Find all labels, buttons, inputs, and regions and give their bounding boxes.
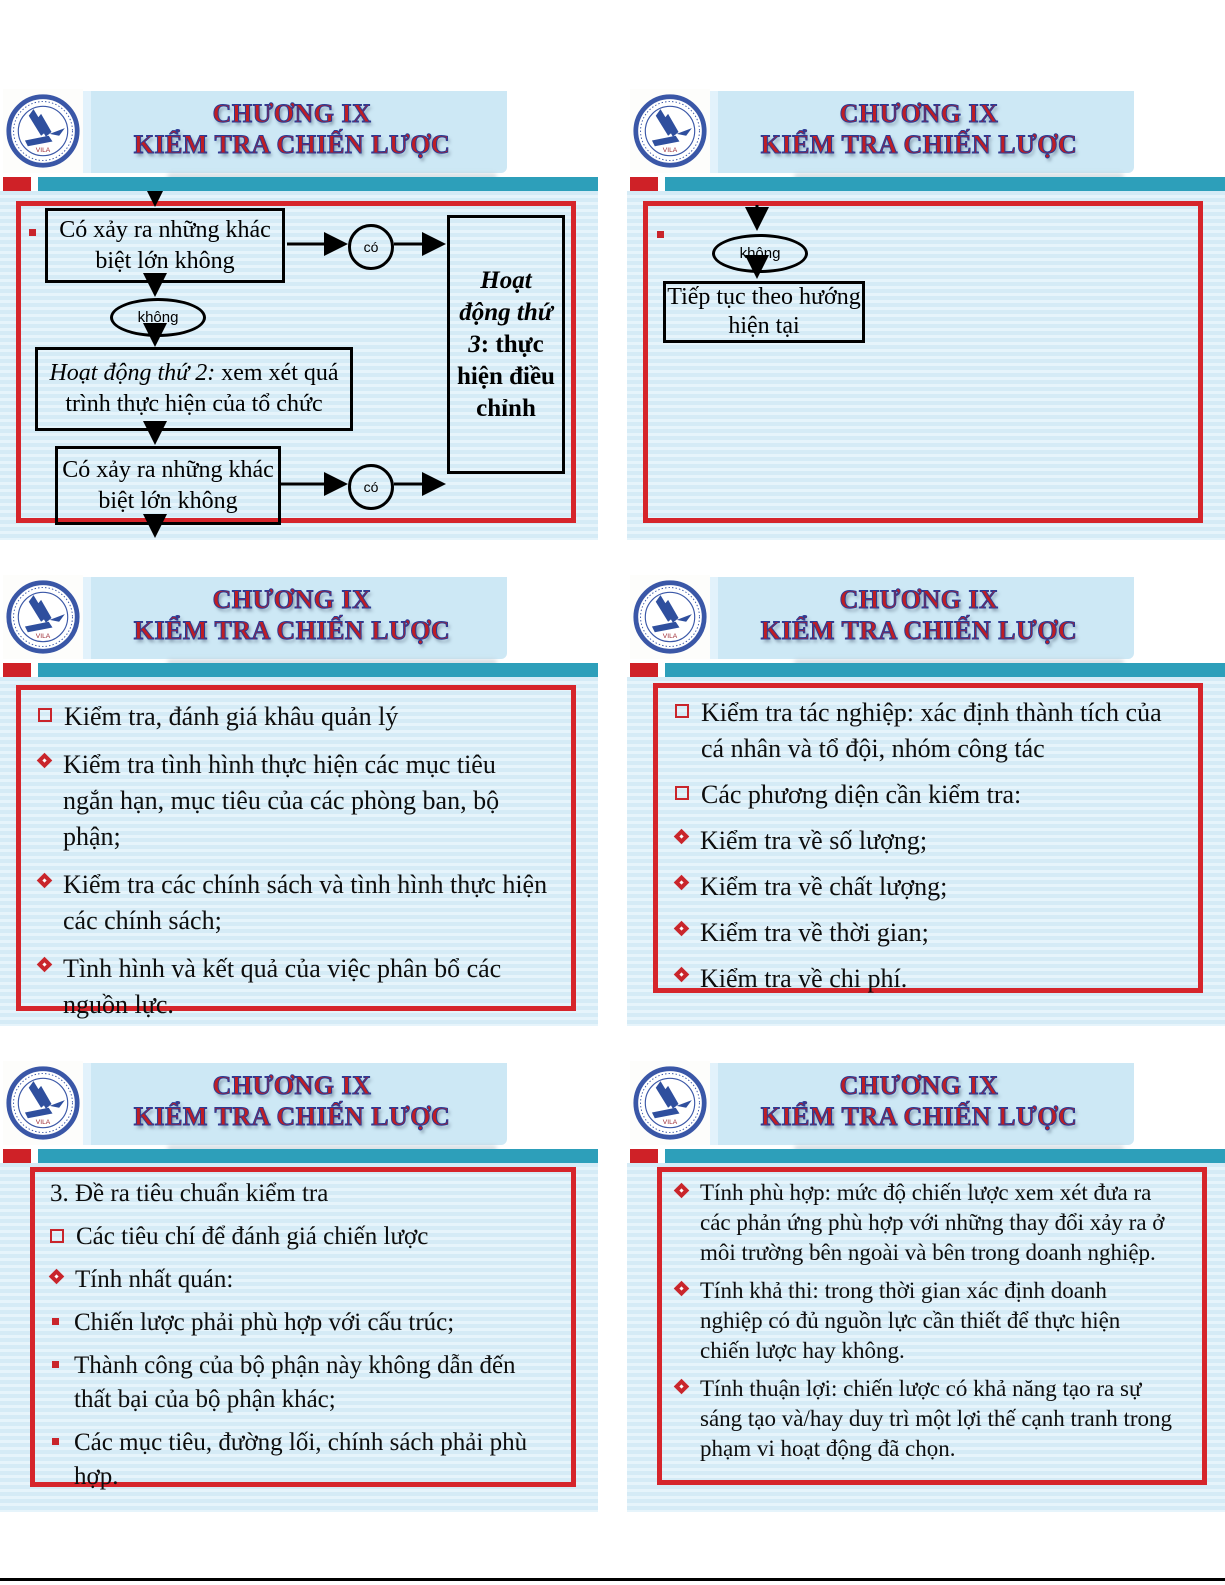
title-line-2: KIỂM TRA CHIẾN LƯỢC	[760, 1102, 1078, 1131]
slide-header	[627, 1057, 1225, 1149]
bullet-list	[675, 695, 1175, 997]
slide-2	[627, 85, 1225, 540]
list-item: Chiến lược phải phù hợp với cấu trúc;	[50, 1306, 548, 1340]
slide-body	[0, 191, 598, 540]
slide-header	[0, 1057, 598, 1149]
list-item: 3. Đề ra tiêu chuẩn kiểm tra	[50, 1180, 329, 1207]
slide-body	[0, 677, 598, 1026]
header-band	[704, 577, 1134, 659]
diamond-bullet-icon	[37, 753, 53, 769]
open-square-bullet-icon	[675, 786, 689, 800]
university-logo-icon	[630, 89, 710, 173]
flow-box-activity-3: Hoạt động thứ 3: thực hiện điều chỉnh	[447, 215, 565, 474]
diamond-bullet-icon	[674, 1379, 690, 1395]
logo-text: VILA	[35, 146, 51, 154]
bullet-list	[50, 1177, 548, 1494]
slide-1	[0, 85, 598, 540]
list-item: Các phương diện cần kiểm tra:	[675, 777, 1175, 813]
slide-header	[0, 85, 598, 177]
slide-body	[0, 1163, 598, 1512]
logo-text: VILA	[35, 1118, 51, 1126]
slide-header	[627, 85, 1225, 177]
slide-body	[627, 677, 1225, 1026]
slide-title	[704, 1070, 1134, 1132]
header-band	[704, 91, 1134, 173]
slide-body	[627, 1163, 1225, 1512]
university-logo-icon	[630, 575, 710, 659]
bullet-list	[675, 1178, 1175, 1464]
list-item: Kiểm tra tác nghiệp: xác định thành tích của cá nhân và tổ đội, nhóm công tác	[675, 695, 1175, 767]
divider-red-square	[630, 177, 658, 191]
list-item: Tính phù hợp: mức độ chiến lược xem xét đưa ra các phản ứng phù hợp với những thay đổi xảy ra ở môi trường bên ngoài và bên trong doanh nghiệp.	[675, 1178, 1175, 1268]
title-line-1: CHƯƠNG IX	[212, 1071, 372, 1100]
divider-red-square	[3, 177, 31, 191]
title-line-2: KIỂM TRA CHIẾN LƯỢC	[133, 1102, 451, 1131]
university-logo-icon	[3, 575, 83, 659]
diamond-bullet-icon	[49, 1269, 65, 1285]
logo-text: VILA	[662, 1118, 678, 1126]
diamond-bullet-icon	[674, 1183, 690, 1199]
list-item: Kiểm tra về chi phí.	[675, 961, 1175, 997]
small-square-bullet-icon	[52, 1318, 59, 1325]
open-square-bullet-icon	[675, 704, 689, 718]
title-line-1: CHƯƠNG IX	[839, 99, 999, 128]
divider-teal-bar	[665, 177, 1225, 191]
flow-box-continue: Tiếp tục theo hướng hiện tại	[663, 281, 865, 343]
header-band	[77, 91, 507, 173]
flow-box-activity-2: Hoạt động thứ 2: xem xét quá trình thực hiện của tổ chức	[35, 347, 353, 431]
slide-3	[0, 571, 598, 1026]
list-item: Tính thuận lợi: chiến lược có khả năng tạo ra sự sáng tạo và/hay duy trì một lợi thế cạnh tranh trong phạm vi hoạt động đã chọn.	[675, 1374, 1175, 1464]
small-square-bullet-icon	[52, 1361, 59, 1368]
logo-text: VILA	[35, 632, 51, 640]
diamond-bullet-icon	[37, 873, 53, 889]
list-item: Kiểm tra, đánh giá khâu quản lý	[38, 699, 548, 735]
list-item: Thành công của bộ phận này không dẫn đến thất bại của bộ phận khác;	[50, 1349, 548, 1417]
header-band	[704, 1063, 1134, 1145]
list-item: Các tiêu chí để đánh giá chiến lược	[50, 1220, 548, 1254]
divider-teal-bar	[665, 663, 1225, 677]
title-line-1: CHƯƠNG IX	[212, 99, 372, 128]
logo-text: VILA	[662, 146, 678, 154]
slide-title	[77, 98, 507, 160]
slide-title	[77, 584, 507, 646]
list-item: Các mục tiêu, đường lối, chính sách phải phù hợp.	[50, 1426, 548, 1494]
list-item: Tính nhất quán:	[50, 1263, 548, 1297]
diamond-bullet-icon	[674, 967, 690, 983]
university-logo-icon	[3, 89, 83, 173]
slide-6	[627, 1057, 1225, 1512]
university-logo-icon	[630, 1061, 710, 1145]
divider-teal-bar	[665, 1149, 1225, 1163]
flow-box-question-bottom: Có xảy ra những khác biệt lớn không	[55, 446, 281, 525]
divider-red-square	[630, 1149, 658, 1163]
title-line-2: KIỂM TRA CHIẾN LƯỢC	[760, 130, 1078, 159]
logo-text: VILA	[662, 632, 678, 640]
list-item: Tính khả thi: trong thời gian xác định doanh nghiệp có đủ nguồn lực cần thiết để thực hiện chiến lược hay không.	[675, 1276, 1175, 1366]
slide-title	[77, 1070, 507, 1132]
diamond-bullet-icon	[674, 1281, 690, 1297]
flow-box-question-top: Có xảy ra những khác biệt lớn không	[45, 208, 285, 283]
list-item: Kiểm tra về thời gian;	[675, 915, 1175, 951]
title-line-1: CHƯƠNG IX	[212, 585, 372, 614]
page-bottom-rule	[0, 1578, 1225, 1581]
slide-body	[627, 191, 1225, 540]
flow-ellipse-no: không	[712, 234, 808, 273]
title-line-1: CHƯƠNG IX	[839, 1071, 999, 1100]
divider-red-square	[3, 1149, 31, 1163]
header-band	[77, 1063, 507, 1145]
title-line-2: KIỂM TRA CHIẾN LƯỢC	[760, 616, 1078, 645]
divider-red-square	[3, 663, 31, 677]
divider-teal-bar	[38, 1149, 598, 1163]
divider-red-square	[630, 663, 658, 677]
list-item: Tình hình và kết quả của việc phân bổ các nguồn lực.	[38, 951, 548, 1023]
slide-4	[627, 571, 1225, 1026]
diamond-bullet-icon	[674, 829, 690, 845]
slide-title	[704, 98, 1134, 160]
slide-title	[704, 584, 1134, 646]
flow-circle-yes-top: có	[348, 224, 394, 270]
small-square-bullet-icon	[52, 1438, 59, 1445]
open-square-bullet-icon	[38, 708, 52, 722]
title-line-2: KIỂM TRA CHIẾN LƯỢC	[133, 616, 451, 645]
list-item: Kiểm tra về số lượng;	[675, 823, 1175, 859]
flow-ellipse-no: không	[110, 298, 206, 337]
title-line-2: KIỂM TRA CHIẾN LƯỢC	[133, 130, 451, 159]
university-logo-icon	[3, 1061, 83, 1145]
diamond-bullet-icon	[674, 921, 690, 937]
list-item: Kiểm tra các chính sách và tình hình thực hiện các chính sách;	[38, 867, 548, 939]
bullet-list	[38, 699, 548, 1023]
flow-circle-yes-bottom: có	[348, 464, 394, 510]
header-band	[77, 577, 507, 659]
slide-5	[0, 1057, 598, 1512]
open-square-bullet-icon	[50, 1229, 64, 1243]
slide-header	[627, 571, 1225, 663]
title-line-1: CHƯƠNG IX	[839, 585, 999, 614]
list-item: Kiểm tra về chất lượng;	[675, 869, 1175, 905]
divider-teal-bar	[38, 663, 598, 677]
slide-header	[0, 571, 598, 663]
diamond-bullet-icon	[37, 957, 53, 973]
list-item: Kiểm tra tình hình thực hiện các mục tiêu ngắn hạn, mục tiêu của các phòng ban, bộ phận;	[38, 747, 548, 855]
diamond-bullet-icon	[674, 875, 690, 891]
divider-teal-bar	[38, 177, 598, 191]
